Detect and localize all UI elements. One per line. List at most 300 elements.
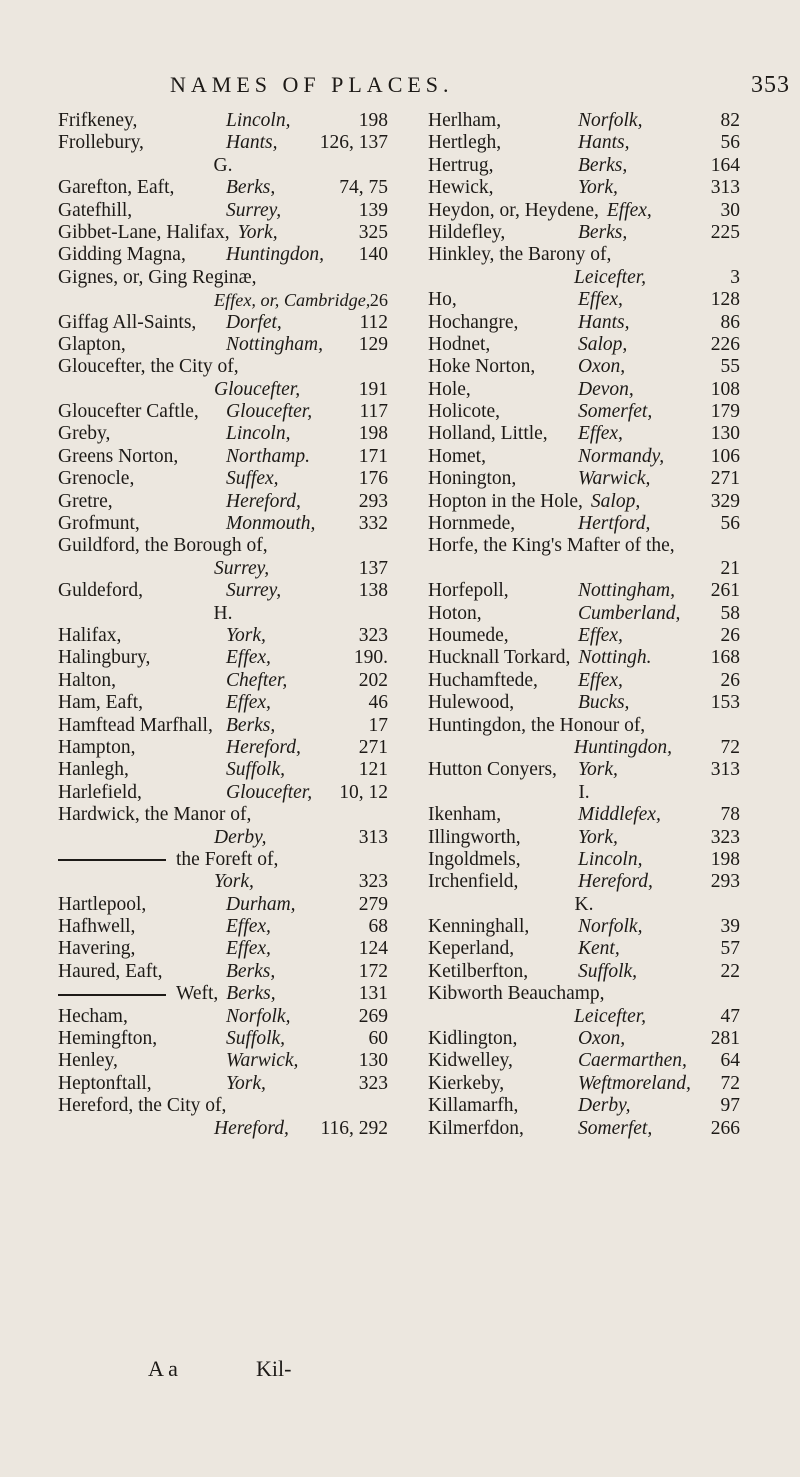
place-name: Frifkeney, — [58, 110, 138, 131]
page-reference: 130 — [710, 423, 740, 445]
index-entry — [58, 759, 388, 781]
place-name: Hanlegh, — [58, 759, 129, 781]
index-entry — [428, 647, 740, 669]
index-entry — [58, 200, 388, 222]
page-reference: 191 — [358, 378, 388, 400]
page-reference: 313 — [710, 759, 740, 781]
county-name: Huntingdon, — [574, 736, 673, 758]
page-reference: 47 — [720, 1005, 740, 1027]
index-entry — [58, 938, 388, 960]
page-reference: 325 — [358, 221, 388, 243]
county-name: Middlefex, — [578, 804, 661, 826]
page-reference: 60 — [368, 1028, 388, 1050]
place-name: Keperland, — [428, 938, 515, 960]
place-name: Hole, — [428, 378, 471, 400]
place-name: Harlefield, — [58, 781, 142, 803]
page-reference: 116, 292 — [320, 1117, 388, 1139]
county-name: Normandy, — [578, 445, 665, 467]
index-entry — [58, 1118, 388, 1140]
county-name: Devon, — [578, 378, 634, 400]
page-reference: 131 — [358, 983, 388, 1005]
county-name: York, — [214, 871, 254, 893]
index-entry — [58, 827, 388, 849]
place-name: Haured, Eaft, — [58, 960, 163, 982]
index-entry — [428, 625, 740, 647]
place-name — [58, 983, 218, 1005]
index-entry — [58, 1028, 388, 1050]
page-reference: 58 — [720, 602, 740, 624]
page-reference: 22 — [720, 960, 740, 982]
county-name: York, — [578, 177, 618, 199]
county-name: Monmouth, — [226, 513, 316, 535]
index-entry — [58, 491, 388, 513]
place-name: Frollebury, — [58, 132, 144, 154]
page-reference: 112 — [359, 311, 388, 333]
left-index-column — [58, 110, 388, 1140]
index-entry — [428, 334, 740, 356]
index-entry — [58, 312, 388, 334]
page-reference: 179 — [710, 401, 740, 423]
page-reference: 293 — [710, 871, 740, 893]
index-entry — [428, 200, 740, 222]
county-name: Gloucefter, — [226, 401, 313, 423]
index-entry — [58, 849, 388, 871]
index-entry — [58, 132, 388, 154]
county-name: Warwick, — [578, 468, 651, 490]
place-name: Hodnet, — [428, 333, 491, 355]
index-entry — [58, 334, 388, 356]
page-reference: 261 — [710, 580, 740, 602]
index-entry — [428, 1073, 740, 1095]
place-name: Havering, — [58, 938, 136, 960]
place-name: Hertlegh, — [428, 132, 502, 154]
place-name: Homet, — [428, 445, 486, 467]
page-reference: 172 — [358, 960, 388, 982]
place-name: Killamarfh, — [428, 1095, 519, 1117]
page-reference: 72 — [720, 736, 740, 758]
index-entry — [58, 737, 388, 759]
county-name: Kent, — [578, 938, 620, 960]
county-name: Effex, — [578, 289, 623, 311]
page-reference: 293 — [358, 490, 388, 512]
county-name: Suffolk, — [226, 1028, 286, 1050]
county-name: Effex, — [226, 647, 271, 669]
county-name: Hereford, — [578, 871, 653, 893]
place-name: Kibworth Beauchamp, — [428, 983, 605, 1005]
right-index-column — [428, 110, 740, 1140]
page-reference: 137 — [358, 557, 388, 579]
index-entry — [58, 1073, 388, 1095]
page-reference: 313 — [358, 826, 388, 848]
index-entry — [58, 177, 388, 199]
page-reference: 78 — [720, 804, 740, 826]
place-name: Ho, — [428, 289, 457, 311]
running-header — [170, 72, 790, 112]
index-entry — [428, 1006, 740, 1028]
page-reference: 266 — [710, 1117, 740, 1139]
page-reference: 323 — [358, 624, 388, 646]
index-entry — [428, 356, 740, 378]
page-reference: 226 — [710, 333, 740, 355]
index-entry — [58, 446, 388, 468]
page-reference: 271 — [710, 468, 740, 490]
page-reference: 68 — [368, 916, 388, 938]
page-reference: 46 — [368, 692, 388, 714]
county-name: Nottingh. — [578, 647, 652, 669]
place-name: Gidding Magna, — [58, 244, 186, 266]
place-name: Hoke Norton, — [428, 356, 536, 378]
county-name: Hereford, — [226, 736, 301, 758]
place-name — [58, 849, 278, 871]
index-entry — [58, 423, 388, 445]
index-entry — [58, 692, 388, 714]
place-name: Halton, — [58, 669, 116, 691]
page-reference: 26 — [369, 290, 388, 311]
place-name: Hornmede, — [428, 513, 516, 535]
index-entry — [428, 1050, 740, 1072]
page-reference: 198 — [358, 110, 388, 131]
county-name: Effex, — [578, 423, 623, 445]
signature-mark: A a — [148, 1356, 178, 1381]
place-name: Halingbury, — [58, 647, 151, 669]
page-reference: 74, 75 — [339, 177, 388, 199]
county-name: Berks, — [578, 154, 628, 176]
county-name: Salop, — [590, 490, 641, 512]
county-name: Leicefter, — [574, 266, 647, 288]
place-name: Hampton, — [58, 736, 136, 758]
place-name: Kierkeby, — [428, 1072, 505, 1094]
county-name: Somerfet, — [578, 1117, 653, 1139]
page-reference: 56 — [720, 513, 740, 535]
index-entry — [428, 737, 740, 759]
index-entry — [428, 1028, 740, 1050]
section-letter-text: K. — [574, 893, 594, 915]
page-reference: 190. — [353, 647, 388, 669]
county-name: Effex, — [606, 199, 652, 221]
page-reference: 139 — [358, 199, 388, 221]
page-reference: 323 — [710, 826, 740, 848]
place-name: Hochangre, — [428, 311, 519, 333]
section-letter — [428, 894, 740, 916]
index-entry — [58, 535, 388, 557]
county-name: Durham, — [226, 893, 296, 915]
place-name: Kilmerfdon, — [428, 1117, 524, 1139]
place-name: Huchamftede, — [428, 669, 538, 691]
index-entry — [58, 379, 388, 401]
county-name: Norfolk, — [578, 110, 643, 131]
county-name: Surrey, — [226, 580, 282, 602]
index-entry — [58, 1006, 388, 1028]
place-name: Ikenham, — [428, 804, 502, 826]
county-name: Dorfet, — [226, 311, 282, 333]
page-reference: 72 — [720, 1072, 740, 1094]
page-reference: 269 — [358, 1005, 388, 1027]
page-reference: 56 — [720, 132, 740, 154]
index-entry — [58, 647, 388, 669]
page-reference: 171 — [358, 445, 388, 467]
index-entry — [428, 132, 740, 154]
index-entry — [428, 692, 740, 714]
index-entry — [428, 446, 740, 468]
page-reference: 140 — [358, 244, 388, 266]
place-name: Ingoldmels, — [428, 848, 521, 870]
county-name: Huntingdon, — [226, 244, 325, 266]
index-entry — [58, 580, 388, 602]
index-entry — [428, 267, 740, 289]
county-name: Norfolk, — [578, 916, 643, 938]
page-reference: 138 — [358, 580, 388, 602]
index-entry — [428, 558, 740, 580]
page-reference: 57 — [720, 938, 740, 960]
index-entry — [428, 1118, 740, 1140]
county-name: York, — [226, 1072, 266, 1094]
page-reference: 82 — [720, 110, 740, 131]
section-letter — [58, 603, 388, 625]
page-reference: 86 — [720, 311, 740, 333]
county-name: Derby, — [578, 1095, 631, 1117]
page-reference: 225 — [710, 221, 740, 243]
index-entry — [428, 535, 740, 557]
place-name: Honington, — [428, 468, 517, 490]
place-name: Hucknall Torkard, — [428, 647, 571, 669]
county-name: Weftmoreland, — [578, 1072, 691, 1094]
county-name: Surrey, — [226, 199, 282, 221]
index-entry — [58, 625, 388, 647]
page-reference: 39 — [720, 916, 740, 938]
page-reference: 313 — [710, 177, 740, 199]
place-name: Greens Norton, — [58, 445, 179, 467]
index-entry — [428, 110, 740, 132]
county-name: Effex, — [578, 624, 623, 646]
place-name: Heptonftall, — [58, 1072, 152, 1094]
place-name: Horfepoll, — [428, 580, 509, 602]
county-name: Effex, or, Cambridge, — [214, 290, 371, 311]
place-name: Hecham, — [58, 1005, 128, 1027]
county-name: Effex, — [226, 916, 271, 938]
county-name: Hants, — [578, 311, 630, 333]
place-name: Kidlington, — [428, 1028, 518, 1050]
page-reference: 281 — [710, 1028, 740, 1050]
county-name: Somerfet, — [578, 401, 653, 423]
page-reference: 128 — [710, 289, 740, 311]
index-entry — [428, 961, 740, 983]
page-number: 353 — [751, 72, 790, 98]
index-entry — [428, 871, 740, 893]
page-reference: 202 — [358, 669, 388, 691]
county-name: Bucks, — [578, 692, 630, 714]
page-reference: 3 — [730, 266, 740, 288]
county-name: Nottingham, — [578, 580, 675, 602]
section-letter — [428, 782, 740, 804]
place-name: Grenocle, — [58, 468, 135, 490]
index-entry — [428, 244, 740, 266]
place-name: Hulewood, — [428, 692, 515, 714]
county-name: Suffolk, — [578, 960, 638, 982]
catchword: Kil- — [256, 1356, 292, 1381]
place-name: Hopton in the Hole, — [428, 490, 583, 512]
page-reference: 121 — [358, 759, 388, 781]
index-entry — [428, 222, 740, 244]
place-name: Houmede, — [428, 624, 509, 646]
index-entry — [428, 468, 740, 490]
page-reference: 17 — [368, 714, 388, 736]
county-name: Effex, — [578, 669, 623, 691]
page-reference: 153 — [710, 692, 740, 714]
place-name: Gibbet-Lane, Halifax, — [58, 221, 230, 243]
place-name: Holicote, — [428, 401, 501, 423]
index-entry — [428, 401, 740, 423]
county-name: Leicefter, — [574, 1005, 647, 1027]
page-reference: 10, 12 — [339, 781, 388, 803]
index-entry — [58, 782, 388, 804]
place-name: Hinkley, the Barony of, — [428, 244, 612, 266]
place-name: Henley, — [58, 1050, 118, 1072]
page-reference: 323 — [358, 871, 388, 893]
page-reference: 21 — [720, 557, 740, 579]
index-entry — [428, 379, 740, 401]
county-name: Cumberland, — [578, 602, 681, 624]
place-name: Heydon, or, Heydene, — [428, 199, 599, 221]
county-name: York, — [578, 759, 618, 781]
county-name: Hereford, — [226, 490, 301, 512]
place-name: Garefton, Eaft, — [58, 177, 175, 199]
page-reference: 198 — [358, 423, 388, 445]
county-name: Hertford, — [578, 513, 651, 535]
county-name: Caermarthen, — [578, 1050, 687, 1072]
index-entry — [428, 938, 740, 960]
index-entry — [58, 110, 388, 132]
place-name: Guildford, the Borough of, — [58, 535, 268, 557]
county-name: Lincoln, — [578, 848, 643, 870]
index-entry — [428, 423, 740, 445]
place-name: Hertrug, — [428, 154, 494, 176]
index-entry — [58, 1095, 388, 1117]
index-entry — [428, 804, 740, 826]
county-name: Lincoln, — [226, 423, 291, 445]
place-name: Halifax, — [58, 624, 122, 646]
place-name: Gignes, or, Ging Reginæ, — [58, 266, 257, 288]
section-letter-text: I. — [578, 781, 590, 803]
place-name: Illingworth, — [428, 826, 521, 848]
index-entry — [58, 670, 388, 692]
county-name: Berks, — [226, 714, 276, 736]
county-name: Hereford, — [214, 1117, 289, 1139]
page-reference: 176 — [358, 468, 388, 490]
place-name: Hafhwell, — [58, 916, 136, 938]
county-name: Northamp. — [226, 445, 310, 467]
county-name: Oxon, — [578, 356, 626, 378]
page-reference: 271 — [358, 736, 388, 758]
place-name: Hoton, — [428, 602, 482, 624]
place-name: Kidwelley, — [428, 1050, 513, 1072]
index-entry — [428, 155, 740, 177]
county-name: Nottingham, — [226, 333, 323, 355]
page-reference: 168 — [710, 647, 740, 669]
place-name: Hutton Conyers, — [428, 759, 557, 781]
page-reference: 198 — [710, 848, 740, 870]
index-entry — [428, 491, 740, 513]
county-name: Berks, — [226, 177, 276, 199]
county-name: Effex, — [226, 938, 271, 960]
index-entry — [58, 916, 388, 938]
index-entry — [428, 715, 740, 737]
page-reference: 97 — [720, 1095, 740, 1117]
county-name: Warwick, — [226, 1050, 299, 1072]
page-reference: 129 — [358, 333, 388, 355]
index-entry — [428, 177, 740, 199]
place-name: Hemingfton, — [58, 1028, 158, 1050]
page-reference: 126, 137 — [319, 132, 388, 154]
section-letter — [58, 155, 388, 177]
place-name-text: Weft, — [176, 983, 219, 1005]
page-reference: 108 — [710, 378, 740, 400]
county-name: York, — [237, 221, 278, 243]
index-entry — [58, 1050, 388, 1072]
section-letter-text: G. — [213, 154, 233, 176]
county-name: Berks, — [578, 221, 628, 243]
index-entry — [58, 871, 388, 893]
page-reference: 124 — [358, 938, 388, 960]
county-name: York, — [578, 826, 618, 848]
index-entry — [58, 513, 388, 535]
index-entry — [58, 356, 388, 378]
index-entry — [428, 849, 740, 871]
page-reference: 55 — [720, 356, 740, 378]
place-name: Huntingdon, the Honour of, — [428, 714, 646, 736]
page-reference: 130 — [358, 1050, 388, 1072]
place-name: Kenninghall, — [428, 916, 530, 938]
county-name: Norfolk, — [226, 1005, 291, 1027]
county-name: Berks, — [226, 983, 276, 1005]
ditto-rule — [58, 994, 166, 996]
page-reference: 106 — [710, 445, 740, 467]
county-name: York, — [226, 624, 266, 646]
place-name: Glapton, — [58, 333, 126, 355]
county-name: Hants, — [578, 132, 630, 154]
index-entry — [58, 401, 388, 423]
place-name: Ham, Eaft, — [58, 692, 144, 714]
county-name: Gloucefter, — [214, 378, 301, 400]
section-letter-text: H. — [213, 602, 233, 624]
ditto-rule — [58, 859, 166, 861]
place-name: Hildefley, — [428, 221, 506, 243]
place-name: Gretre, — [58, 490, 113, 512]
page-reference: 279 — [358, 893, 388, 915]
place-name: Hartlepool, — [58, 893, 147, 915]
index-entry — [58, 804, 388, 826]
place-name: Hamftead Marfhall, — [58, 714, 213, 736]
index-entry — [428, 580, 740, 602]
index-entry — [58, 244, 388, 266]
place-name-text: the Foreft of, — [176, 848, 279, 870]
county-name: Lincoln, — [226, 110, 291, 131]
place-name: Horfe, the King's Mafter of the, — [428, 535, 675, 557]
county-name: Oxon, — [578, 1028, 626, 1050]
index-entry — [428, 289, 740, 311]
page-reference: 332 — [358, 513, 388, 535]
county-name: Suffolk, — [226, 759, 286, 781]
place-name: Greby, — [58, 423, 111, 445]
header-title: NAMES OF PLACES. — [170, 72, 454, 97]
county-name: Surrey, — [214, 557, 270, 579]
place-name: Herlham, — [428, 110, 502, 131]
page-reference: 323 — [358, 1072, 388, 1094]
place-name: Guldeford, — [58, 580, 144, 602]
index-entry — [58, 894, 388, 916]
place-name: Gloucefter, the City of, — [58, 356, 239, 378]
index-entry — [58, 715, 388, 737]
index-entry — [428, 603, 740, 625]
